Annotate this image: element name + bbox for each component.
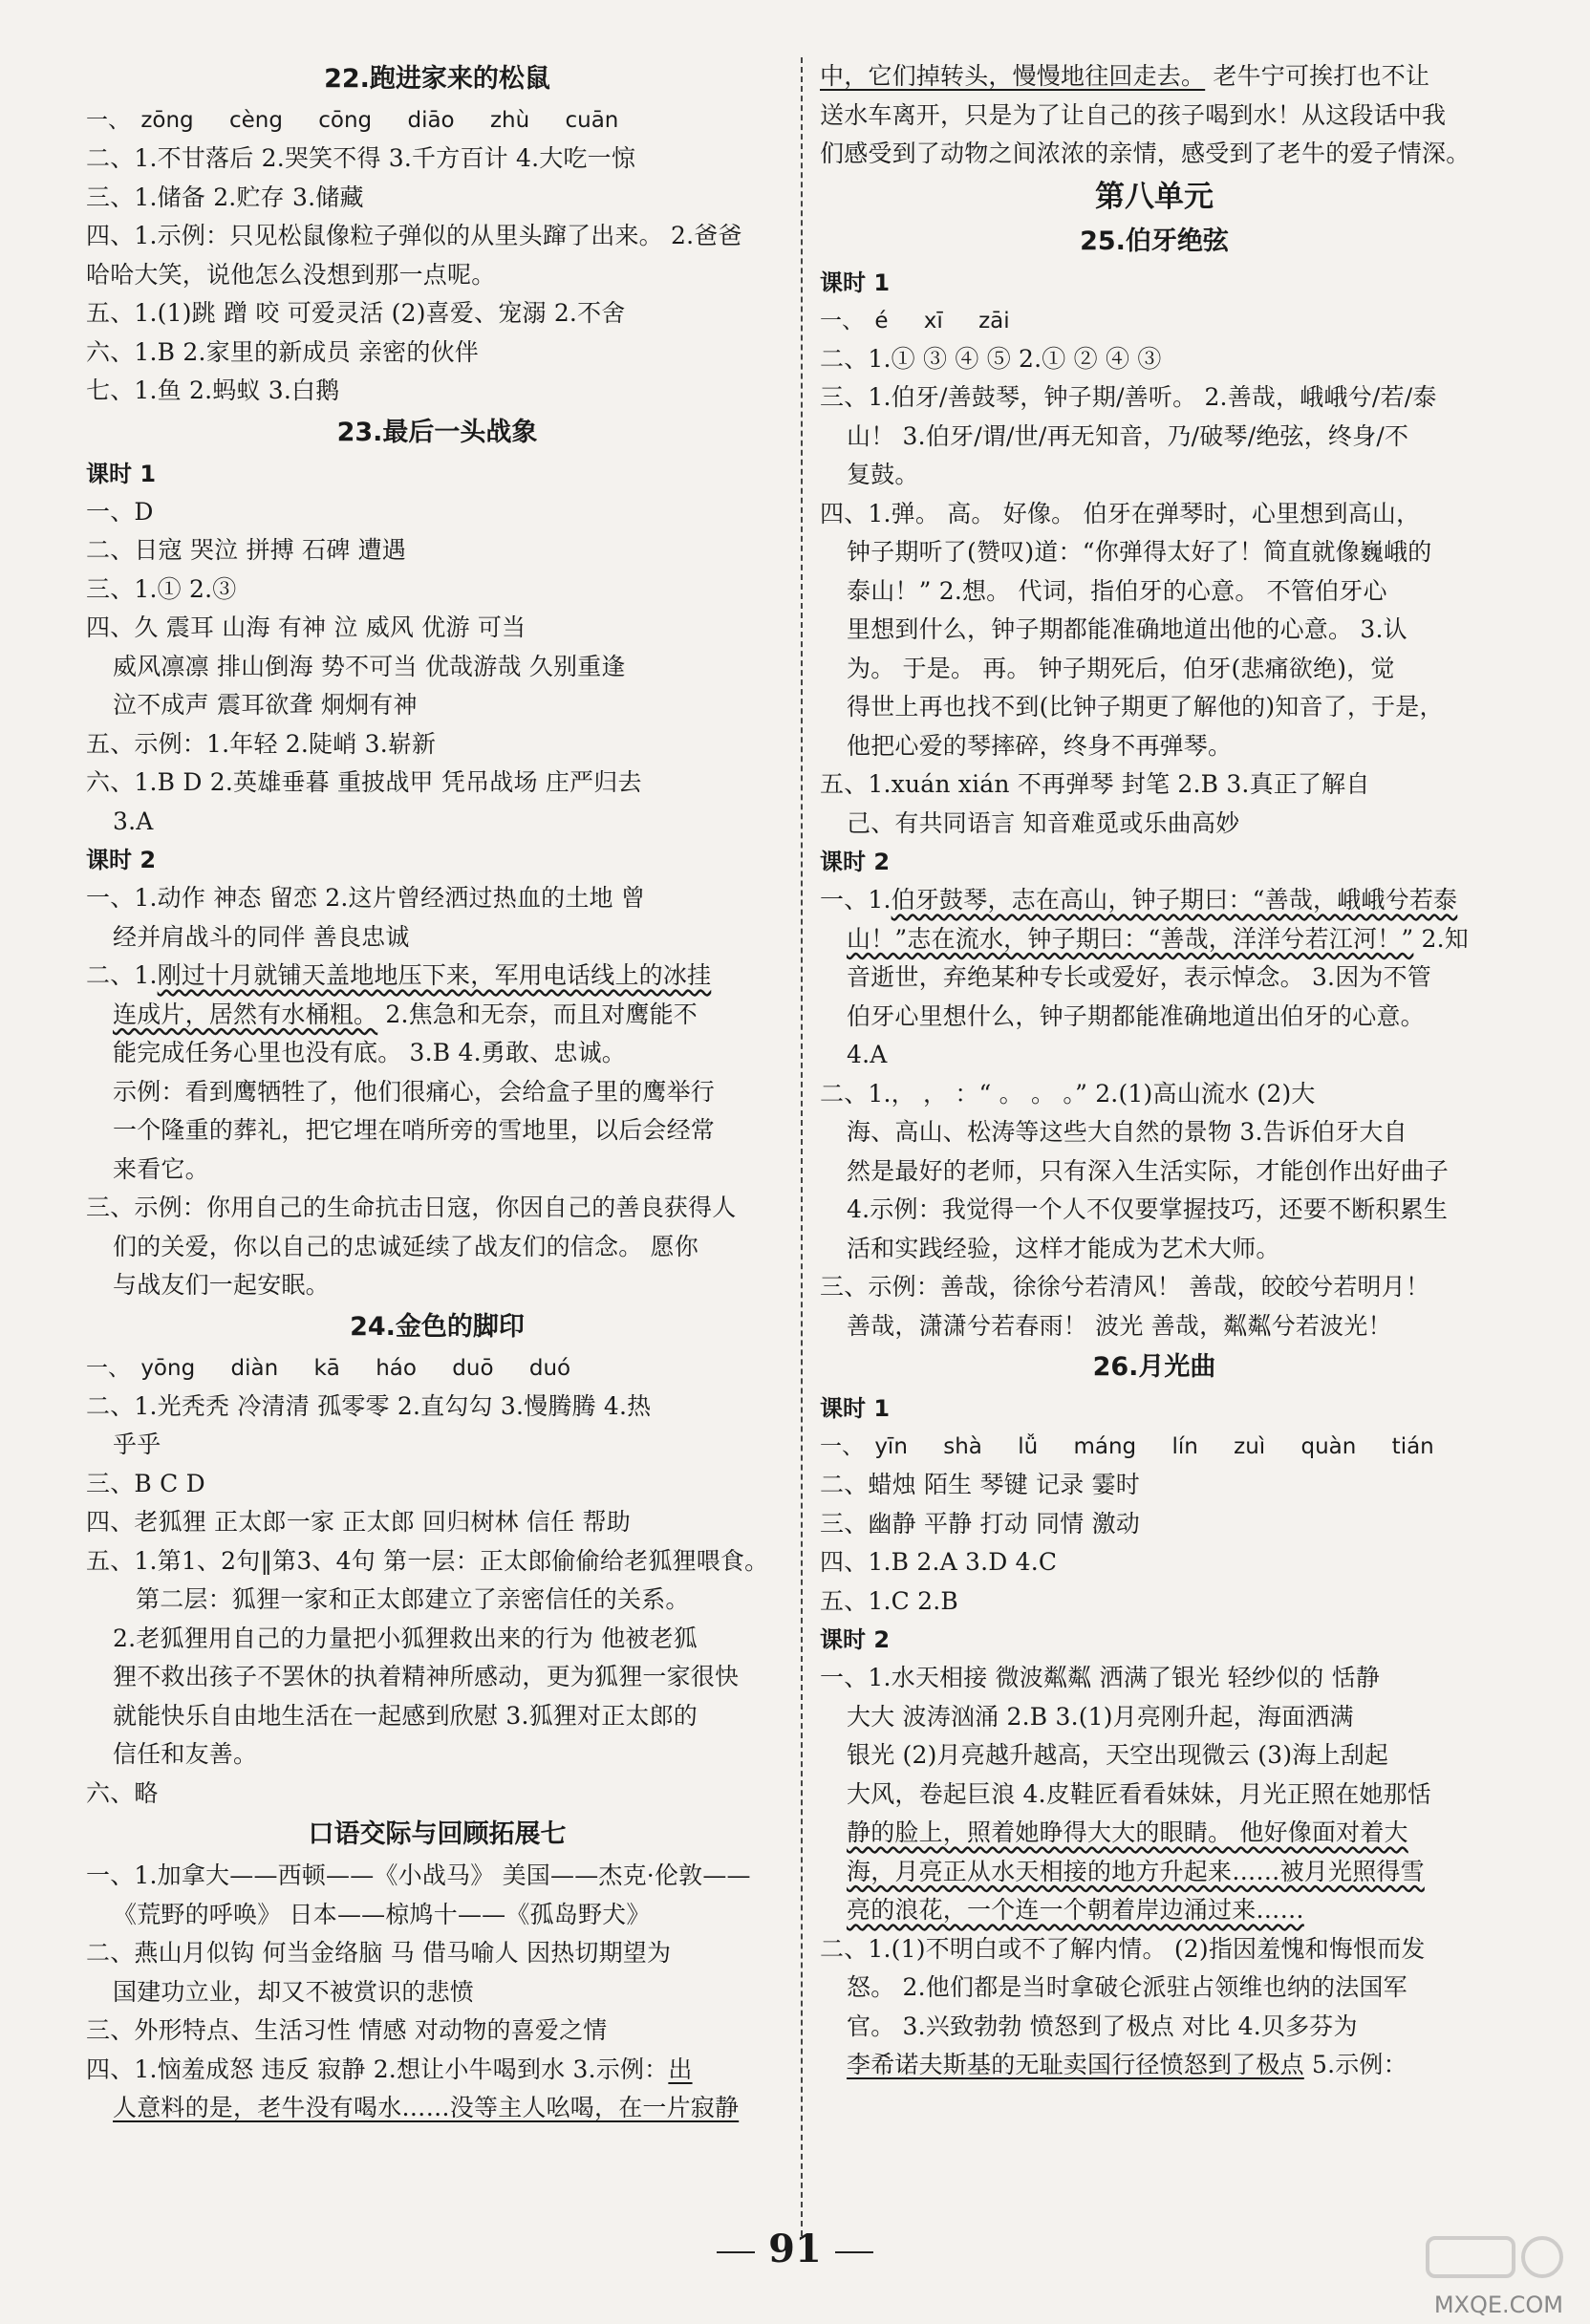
answer-line: 示例：看到鹰牺牲了，他们很痛心，会给盒子里的鹰举行 — [113, 1077, 716, 1106]
section-title-22: 22.跑进家来的松鼠 — [324, 64, 550, 94]
wavy-underlined-text: 连成片，居然有水桶粗。 — [113, 1000, 378, 1028]
answer-line: 官。 3.兴致勃勃 愤怒到了极点 对比 4.贝多芬为 — [847, 2012, 1358, 2040]
pinyin: lín — [1171, 1434, 1198, 1459]
item-prefix: 一、 — [820, 1434, 864, 1459]
pinyin: yōng — [140, 1355, 196, 1381]
answer-line: 五、1.C 2.B — [820, 1586, 958, 1615]
item-prefix: 一、 — [820, 308, 864, 334]
answer-line: 三、B C D — [86, 1469, 205, 1497]
item-prefix: 一、 — [86, 108, 130, 133]
pinyin: shà — [943, 1434, 982, 1459]
answer-text: 2.知 — [1413, 924, 1469, 953]
answer-line: 三、示例：善哉，徐徐兮若清风！ 善哉，皎皎兮若明月！ — [820, 1273, 1430, 1301]
answer-line — [820, 2046, 1489, 2085]
answer-text: 5.示例： — [1303, 2051, 1407, 2078]
answer-text: 老牛宁可挨打也不让 — [1205, 62, 1430, 90]
left-column — [86, 57, 788, 2128]
answer-line: 威风凛凛 排山倒海 势不可当 优哉游哉 久别重逢 — [113, 652, 626, 680]
answer-line: 六、略 — [86, 1778, 159, 1807]
answer-line — [86, 996, 788, 1035]
answer-line: 五、1.xuán xián 不再弹琴 封笔 2.B 3.真正了解自 — [820, 770, 1370, 798]
answer-line: 钟子期听了(赞叹)道：“你弹得太好了！简直就像巍峨的 — [847, 538, 1432, 566]
answer-line: 伯牙心里想什么，钟子期都能准确地道出伯牙的心意。 — [847, 1001, 1425, 1030]
answer-line: 二、1.① ③ ④ ⑤ 2.① ② ④ ③ — [820, 344, 1162, 373]
answer-line: 他把心爱的琴摔碎，终身不再弹琴。 — [847, 731, 1233, 760]
answer-line: 经并肩战斗的同伴 善良忠诚 — [113, 922, 410, 951]
pinyin: duō — [452, 1355, 494, 1381]
section-title-25: 25.伯牙绝弦 — [1080, 226, 1229, 256]
answer-line: 四、1.示例：只见松鼠像粒子弹似的从里头蹿了出来。 2.爸爸 — [86, 222, 742, 249]
pinyin: diāo — [407, 108, 455, 133]
answer-line: 国建功立业，却又不被赏识的悲愤 — [113, 1977, 475, 2006]
answer-line: 乎乎 — [113, 1431, 161, 1458]
answer-line: 活和实践经验，这样才能成为艺术大师。 — [847, 1234, 1280, 1262]
answer-line: 二、1.(1)不明白或不了解内情。 (2)指因羞愧和悔恨而发 — [820, 1934, 1426, 1963]
pinyin: duó — [528, 1355, 571, 1381]
wavy-underlined-text: 伯牙鼓琴，志在高山，钟子期曰：“善哉，峨峨兮若泰 — [891, 886, 1458, 914]
answer-line: 五、示例：1.年轻 2.陡峭 3.崭新 — [86, 729, 437, 758]
lesson-label: 课时 1 — [820, 1395, 891, 1422]
underlined-text: 中，它们掉转头，慢慢地往回走去。 — [820, 62, 1206, 90]
answer-line: 二、1.不甘落后 2.哭笑不得 3.千方百计 4.大吃一惊 — [86, 144, 636, 172]
lesson-label: 课时 2 — [86, 847, 157, 873]
answer-line: 4.示例：我觉得一个人不仅要掌握技巧，还要不断积累生 — [847, 1195, 1449, 1223]
answer-line: 泰山！” 2.想。 代词，指伯牙的心意。 不管伯牙心 — [847, 576, 1387, 605]
answer-line — [820, 1891, 1489, 1930]
underlined-text: 出 — [668, 2055, 693, 2083]
answer-line — [86, 2051, 788, 2090]
answer-line: 怒。 2.他们都是当时拿破仑派驻占领维也纳的法国军 — [847, 1973, 1407, 2001]
wavy-underlined-text: 他好像面对着大 — [1232, 1818, 1408, 1846]
answer-line: 二、1.光秃秃 冷清清 孤零零 2.直勾勾 3.慢腾腾 4.热 — [86, 1391, 652, 1420]
pinyin: háo — [376, 1355, 417, 1381]
answer-line: 哈哈大笑，说他怎么没想到那一点呢。 — [86, 260, 496, 289]
answer-line: 三、示例：你用自己的生命抗击日寇，你因自己的善良获得人 — [86, 1194, 737, 1221]
pinyin: é — [874, 308, 889, 334]
pinyin: yīn — [874, 1434, 908, 1459]
answer-line — [820, 881, 1489, 920]
underlined-text: 人意料的是，老牛没有喝水……没等主人吆喝，在一片寂静 — [113, 2094, 740, 2121]
pinyin: kā — [313, 1355, 340, 1381]
answer-line: 能完成任务心里也没有底。 3.B 4.勇敢、忠诚。 — [113, 1039, 626, 1066]
answer-line: 一、1.加拿大——西顿——《小战马》 美国——杰克·伦敦—— — [86, 1861, 751, 1889]
answer-line: 一个隆重的葬礼，把它埋在哨所旁的雪地里，以后会经常 — [113, 1116, 716, 1144]
answer-line: 一、D — [86, 497, 154, 526]
page-number-dash — [717, 2251, 755, 2253]
pinyin: tián — [1391, 1434, 1434, 1459]
pinyin: cèng — [228, 108, 283, 133]
answer-line: 为。 于是。 再。 钟子期死后，伯牙(悲痛欲绝)，觉 — [847, 654, 1395, 682]
answer-line: 送水车离开，只是为了让自己的孩子喝到水！从这段话中我 — [820, 100, 1447, 129]
pinyin-row-25 — [820, 302, 1489, 340]
underlined-text: 李希诺夫斯基的无耻卖国行径愤怒到了极点 — [847, 2051, 1304, 2078]
pinyin: cuān — [565, 108, 619, 133]
pinyin: máng — [1073, 1434, 1137, 1459]
pinyin: zhù — [489, 108, 530, 133]
answer-line: 己、有共同语言 知音难觅或乐曲高妙 — [847, 808, 1240, 837]
column-divider — [801, 57, 803, 2236]
section-title-oral: 口语交际与回顾拓展七 — [308, 1819, 567, 1849]
answer-line: 五、1.第1、2句‖第3、4句 第一层：正太郎偷偷给老狐狸喂食。 — [86, 1546, 769, 1575]
answer-line: 里想到什么，钟子期都能准确地道出他的心意。 3.认 — [847, 615, 1407, 643]
answer-line: 来看它。 — [113, 1154, 209, 1183]
answer-line: 七、1.鱼 2.蚂蚁 3.白鹅 — [86, 377, 340, 404]
answer-line: 五、1.(1)跳 蹭 咬 可爱灵活 (2)喜爱、宠溺 2.不舍 — [86, 299, 626, 327]
answer-line: 复鼓。 — [847, 461, 919, 488]
pinyin: cōng — [318, 108, 373, 133]
answer-line: 四、1.弹。 高。 好像。 伯牙在弹琴时，心里想到高山， — [820, 499, 1421, 527]
section-title-23: 23.最后一头战象 — [336, 417, 538, 447]
answer-line: 三、外形特点、生活习性 情感 对动物的喜爱之情 — [86, 2016, 608, 2044]
answer-line: 狸不救出孩子不罢休的执着精神所感动，更为狐狸一家很快 — [113, 1663, 740, 1690]
answer-line: 大风，卷起巨浪 4.皮鞋匠看看妹妹，月光正照在她那恬 — [847, 1779, 1432, 1808]
answer-line: 与战友们一起安眠。 — [113, 1271, 330, 1299]
answer-line: 3.A — [113, 807, 154, 835]
page-number — [0, 2227, 1590, 2271]
section-title-26: 26.月光曲 — [1092, 1352, 1216, 1382]
answer-line — [820, 1853, 1489, 1892]
pinyin: lǚ — [1018, 1434, 1039, 1459]
answer-line: 三、1.储备 2.贮存 3.储藏 — [86, 183, 364, 211]
answer-line: 一、1.水天相接 微波粼粼 洒满了银光 轻纱似的 恬静 — [820, 1664, 1381, 1691]
answer-line: 二、日寇 哭泣 拼搏 石碑 遭遇 — [86, 536, 406, 564]
answer-line: 三、幽静 平静 打动 同情 激动 — [820, 1509, 1140, 1538]
page-number-dash — [835, 2251, 873, 2253]
answer-line: 二、1.， ， ：“ 。 。 。” 2.(1)高山流水 (2)大 — [820, 1079, 1316, 1108]
lesson-label: 课时 1 — [820, 269, 891, 296]
item-prefix: 二、1. — [86, 961, 158, 989]
wavy-underlined-text: 山！”志在流水，钟子期曰：“善哉，洋洋兮若江河！” — [847, 924, 1414, 953]
answer-line: 们感受到了动物之间浓浓的亲情，感受到了老牛的爱子情深。 — [820, 140, 1471, 167]
answer-line: 四、老狐狸 正太郎一家 正太郎 回归树林 信任 帮助 — [86, 1508, 631, 1536]
answer-line: 海、高山、松涛等这些大自然的景物 3.告诉伯牙大自 — [847, 1118, 1407, 1146]
answer-text: 四、1.恼羞成怒 违反 寂静 2.想让小牛喝到水 3.示例： — [86, 2055, 669, 2083]
right-column — [820, 57, 1489, 2085]
wavy-underlined-text: 亮的浪花，一个连一个朝着岸边涌过来…… — [847, 1896, 1304, 1924]
pinyin-row-24 — [86, 1349, 788, 1388]
answer-line — [820, 920, 1489, 959]
answer-line — [86, 2089, 788, 2128]
answer-line: 大大 波涛汹涌 2.B 3.(1)月亮刚升起，海面洒满 — [847, 1702, 1354, 1731]
answer-line: 4.A — [847, 1041, 888, 1068]
answer-line: 四、久 震耳 山海 有神 泣 威风 优游 可当 — [86, 613, 526, 641]
answer-line: 山！ 3.伯牙/谓/世/再无知音，乃/破琴/绝弦，终身/不 — [847, 421, 1409, 450]
lesson-label: 课时 1 — [86, 460, 157, 487]
pinyin: zōng — [140, 108, 194, 133]
answer-line: 六、1.B D 2.英雄垂暮 重披战甲 凭吊战场 庄严归去 — [86, 768, 642, 796]
watermark-text: MXQE.COM — [1433, 2292, 1563, 2318]
answer-line: 三、1.① 2.③ — [86, 574, 237, 603]
answer-line: 四、1.B 2.A 3.D 4.C — [820, 1548, 1058, 1576]
answer-line: 音逝世，弃绝某种专长或爱好，表示悼念。 3.因为不管 — [847, 963, 1432, 991]
pinyin: xī — [923, 308, 943, 334]
wavy-underlined-text: 海，月亮正从水天相接的地方升起来……被月光照得雪 — [847, 1857, 1425, 1885]
answer-line: 泣不成声 震耳欲聋 炯炯有神 — [113, 691, 418, 719]
answer-line: 信任和友善。 — [113, 1740, 258, 1768]
lesson-label: 课时 2 — [820, 1626, 891, 1653]
answer-line: 第二层：狐狸一家和正太郎建立了亲密信任的关系。 — [136, 1585, 690, 1613]
pinyin: quàn — [1300, 1434, 1357, 1459]
answer-line: 然是最好的老师，只有深入生活实际，才能创作出好曲子 — [847, 1156, 1450, 1185]
answer-line — [820, 57, 1489, 97]
lesson-label: 课时 2 — [820, 849, 891, 875]
wavy-underlined-text: 刚过十月就铺天盖地地压下来，军用电话线上的冰挂 — [157, 961, 712, 989]
pinyin-row-26 — [820, 1428, 1489, 1466]
pinyin: zuì — [1234, 1434, 1266, 1459]
item-prefix: 一、 — [86, 1355, 130, 1381]
answer-line: 就能快乐自由地生活在一起感到欣慰 3.狐狸对正太郎的 — [113, 1701, 698, 1730]
pinyin: zāi — [978, 308, 1010, 334]
answer-line: 银光 (2)月亮越升越高，天空出现微云 (3)海上刮起 — [847, 1741, 1389, 1769]
answer-line — [86, 957, 788, 996]
pinyin: diàn — [230, 1355, 279, 1381]
answer-text: 2.焦急和无奈，而且对鹰能不 — [377, 1000, 698, 1028]
answer-line: 得世上再也找不到(比钟子期更了解他的)知音了，于是， — [847, 693, 1444, 721]
unit-title: 第八单元 — [1095, 179, 1214, 214]
pinyin-row-22 — [86, 101, 788, 140]
answer-line: 2.老狐狸用自己的力量把小狐狸救出来的行为 他被老狐 — [113, 1624, 698, 1652]
wavy-underlined-text: 静的脸上，照着她睁得大大的眼睛。 — [847, 1818, 1233, 1846]
answer-line — [820, 1814, 1489, 1853]
section-title-24: 24.金色的脚印 — [350, 1311, 525, 1342]
answer-line: 三、1.伯牙/善鼓琴，钟子期/善听。 2.善哉，峨峨兮/若/泰 — [820, 383, 1437, 411]
answer-line: 一、1.动作 神态 留恋 2.这片曾经洒过热血的土地 曾 — [86, 884, 646, 912]
item-prefix: 一、1. — [820, 886, 892, 914]
answer-line: 二、燕山月似钩 何当金络脑 马 借马喻人 因热切期望为 — [86, 1939, 672, 1967]
answer-line: 二、蜡烛 陌生 琴键 记录 霎时 — [820, 1471, 1140, 1498]
answer-line: 善哉，潇潇兮若春雨！ 波光 善哉，粼粼兮若波光！ — [847, 1311, 1392, 1340]
answer-line: 《荒野的呼唤》 日本——椋鸠十——《孤岛野犬》 — [113, 1900, 651, 1928]
page-number-text: 91 — [768, 2227, 822, 2271]
answer-line: 六、1.B 2.家里的新成员 亲密的伙伴 — [86, 337, 479, 366]
answer-line: 们的关爱，你以自己的忠诚延续了战友们的信念。 愿你 — [113, 1232, 698, 1260]
